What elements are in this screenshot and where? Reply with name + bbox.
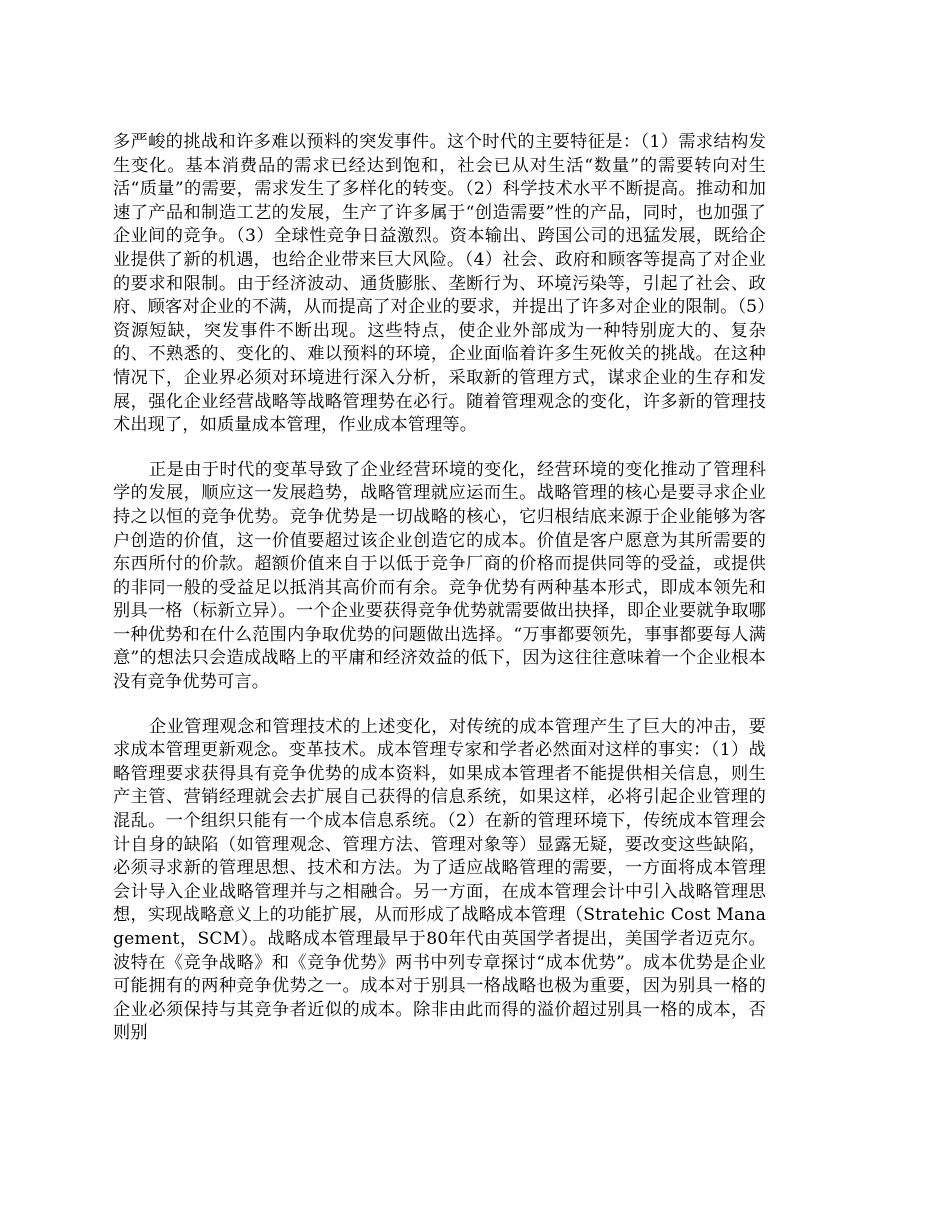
body-paragraph-2: 正是由于时代的变革导致了企业经营环境的变化，经营环境的变化推动了管理科学的发展，顺应这一发展趋势，战略管理就应运而生。战略管理的核心是要寻求企业持之以恒的竞争优势。竞争优势是一切战略的核心，它归根结底来源于企业能够为客户创造的价值，这一价值要超过该企业创造它的成本。价值是客户愿意为其所需要的东西所付的价款。超额价值来自于以低于竞争厂商的价格而提供同等的受益，或提供的非同一般的受益足以抵消其高价而有余。竞争优势有两种基本形式，即成本领先和别具一格（标新立异）。一个企业要获得竞争优势就需要做出抉择，即企业要就争取哪一种优势和在什么范围内争取优势的问题做出选择。“万事都要领先，事事都要每人满意”的想法只会造成战略上的平庸和经济效益的低下，因为这往往意味着一个企业根本没有竞争优势可言。 [113, 459, 766, 693]
body-paragraph-1: 多严峻的挑战和许多难以预料的突发事件。这个时代的主要特征是：（1）需求结构发生变化。基本消费品的需求已经达到饱和，社会已从对生活“数量”的需要转向对生活“质量”的需要，需求发生了多样化的转变。（2）科学技术水平不断提高。推动和加速了产品和制造工艺的发展，生产了许多属于“创造需要”性的产品，同时，也加强了企业间的竞争。（3）全球性竞争日益激烈。资本输出、跨国公司的迅猛发展，既给企业提供了新的机遇，也给企业带来巨大风险。（4）社会、政府和顾客等提高了对企业的要求和限制。由于经济波动、通货膨胀、垄断行为、环境污染等，引起了社会、政府、顾客对企业的不满，从而提高了对企业的要求，并提出了许多对企业的限制。（5）资源短缺，突发事件不断出现。这些特点，使企业外部成为一种特别庞大的、复杂的、不熟悉的、变化的、难以预料的环境，企业面临着许多生死攸关的挑战。在这种情况下，企业界必须对环境进行深入分析，采取新的管理方式，谋求企业的生存和发展，强化企业经营战略等战略管理势在必行。随着管理观念的变化，许多新的管理技术出现了，如质量成本管理，作业成本管理等。 [113, 132, 766, 436]
paragraph-spacing [113, 438, 766, 459]
document-page [113, 131, 766, 1046]
paragraph-spacing [113, 695, 766, 716]
body-paragraph-3: 企业管理观念和管理技术的上述变化，对传统的成本管理产生了巨大的冲击，要求成本管理更新观念。变革技术。成本管理专家和学者必然面对这样的事实：（1）战略管理要求获得具有竞争优势的成本资料，如果成本管理者不能提供相关信息，则生产主管、营销经理就会去扩展自己获得的信息系统，如果这样，必将引起企业管理的混乱。一个组织只能有一个成本信息系统。（2）在新的管理环境下，传统成本管理会计自身的缺陷（如管理观念、管理方法、管理对象等）显露无疑，要改变这些缺陷，必须寻求新的管理思想、技术和方法。为了适应战略管理的需要，一方面将成本管理会计导入企业战略管理并与之相融合。另一方面，在成本管理会计中引入战略管理思想，实现战略意义上的功能扩展，从而形成了战略成本管理（Stratehic Cost Management，SCM）。战略成本管理最早于80年代由英国学者提出，美国学者迈克尔。波特在《竞争战略》和《竞争优势》两书中列专章探讨“成本优势”。成本优势是企业可能拥有的两种竞争优势之一。成本对于别具一格战略也极为重要，因为别具一格的企业必须保持与其竞争者近似的成本。除非由此而得的溢价超过别具一格的成本，否则别 [113, 716, 766, 1044]
